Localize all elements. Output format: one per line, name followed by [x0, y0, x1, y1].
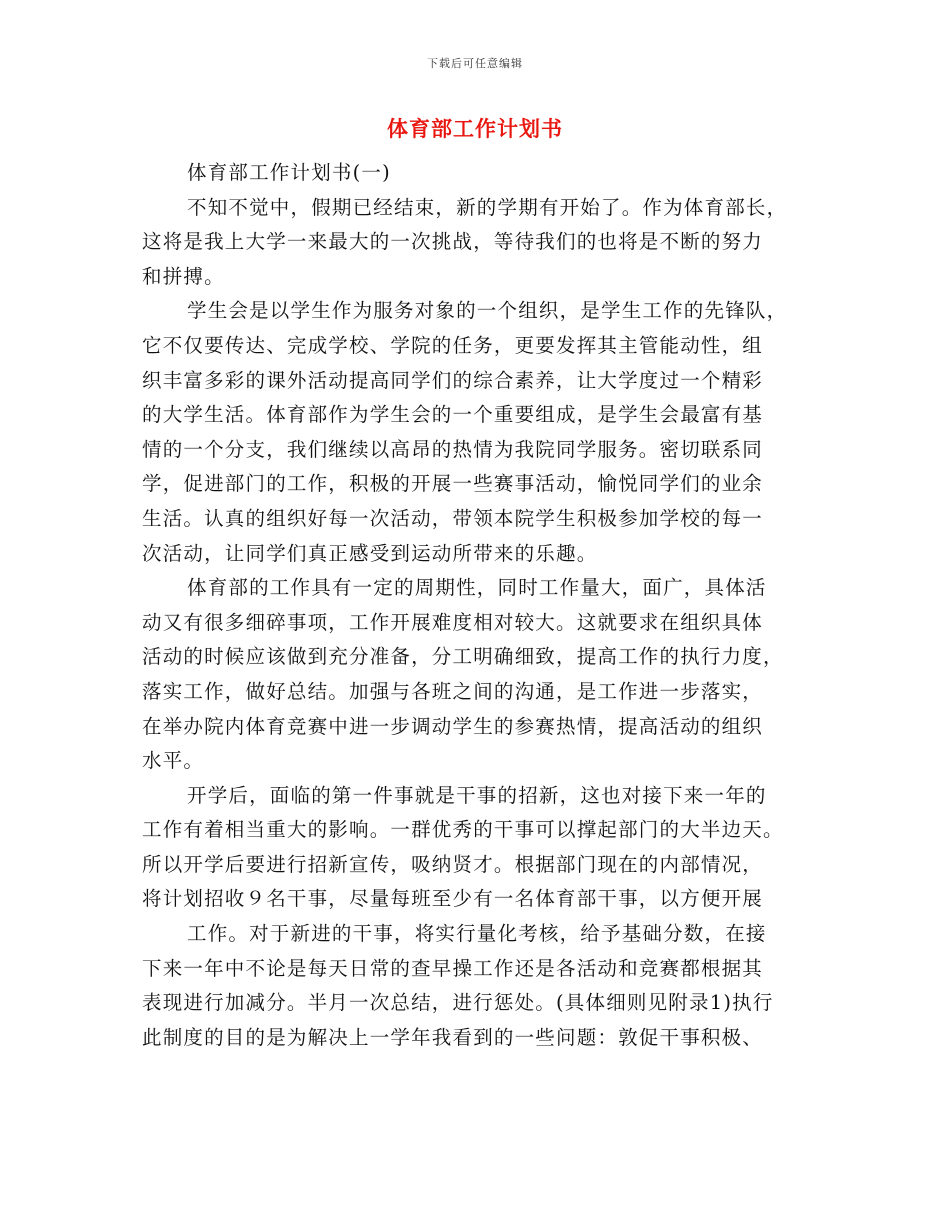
paragraph-line: 不知不觉中，假期已经结束，新的学期有开始了。作为体育部长， — [187, 195, 788, 219]
paragraph-line: 在举办院内体育竞赛中进一步调动学生的参赛热情，提高活动的组织 — [142, 714, 764, 738]
paragraph-line: 体育部的工作具有一定的周期性，同时工作量大，面广，具体活 — [187, 576, 767, 600]
paragraph-line: 次活动，让同学们真正感受到运动所带来的乐趣。 — [142, 541, 598, 565]
paragraph-5 — [142, 917, 812, 1055]
section-subtitle: 体育部工作计划书(一) — [187, 161, 391, 184]
paragraph-line: 表现进行加减分。半月一次总结，进行惩处。(具体细则见附录1)执行 — [142, 991, 774, 1015]
paragraph-line: 这将是我上大学一来最大的一次挑战，等待我们的也将是不断的努力 — [142, 230, 764, 254]
paragraph-line: 它不仅要传达、完成学校、学院的任务，更要发挥其主管能动性，组 — [142, 333, 764, 357]
paragraph-1 — [142, 191, 812, 295]
paragraph-line: 织丰富多彩的课外活动提高同学们的综合素养，让大学度过一个精彩 — [142, 368, 764, 392]
paragraph-3 — [142, 571, 812, 779]
paragraph-line: 水平。 — [142, 749, 205, 773]
paragraph-line: 将计划招收９名干事，尽量每班至少有一名体育部干事，以方便开展 — [142, 887, 764, 911]
paragraph-line: 和拼搏。 — [142, 264, 225, 288]
paragraph-2 — [142, 294, 812, 571]
document-title: 体育部工作计划书 — [387, 116, 563, 141]
paragraph-line: 生活。认真的组织好每一次活动，带领本院学生积极参加学校的每一 — [142, 506, 764, 530]
paragraph-line: 工作有着相当重大的影响。一群优秀的干事可以撑起部门的大半边天。 — [142, 818, 784, 842]
paragraph-line: 开学后，面临的第一件事就是干事的招新，这也对接下来一年的 — [187, 783, 767, 807]
paragraph-4 — [142, 779, 812, 917]
paragraph-line: 此制度的目的是为解决上一学年我看到的一些问题：敦促干事积极、 — [142, 1025, 764, 1049]
paragraph-line: 下来一年中不论是每天日常的查早操工作还是各活动和竞赛都根据其 — [142, 956, 764, 980]
paragraph-line: 学生会是以学生作为服务对象的一个组织，是学生工作的先锋队， — [187, 299, 788, 323]
document-body — [142, 156, 812, 1055]
paragraph-line: 的大学生活。体育部作为学生会的一个重要组成，是学生会最富有基 — [142, 403, 764, 427]
paragraph-line: 落实工作，做好总结。加强与各班之间的沟通，是工作进一步落实， — [142, 679, 764, 703]
paragraph-line: 所以开学后要进行招新宣传，吸纳贤才。根据部门现在的内部情况， — [142, 852, 764, 876]
paragraph-line: 工作。对于新进的干事，将实行量化考核，给予基础分数，在接 — [187, 922, 767, 946]
paragraph-line: 学，促进部门的工作，积极的开展一些赛事活动，愉悦同学们的业余 — [142, 472, 764, 496]
paragraph-line: 活动的时候应该做到充分准备，分工明确细致，提高工作的执行力度， — [142, 645, 784, 669]
header-note: 下载后可任意编辑 — [427, 57, 523, 70]
paragraph-line: 动又有很多细碎事项，工作开展难度相对较大。这就要求在组织具体 — [142, 610, 764, 634]
paragraph-line: 情的一个分支，我们继续以高昂的热情为我院同学服务。密切联系同 — [142, 437, 764, 461]
